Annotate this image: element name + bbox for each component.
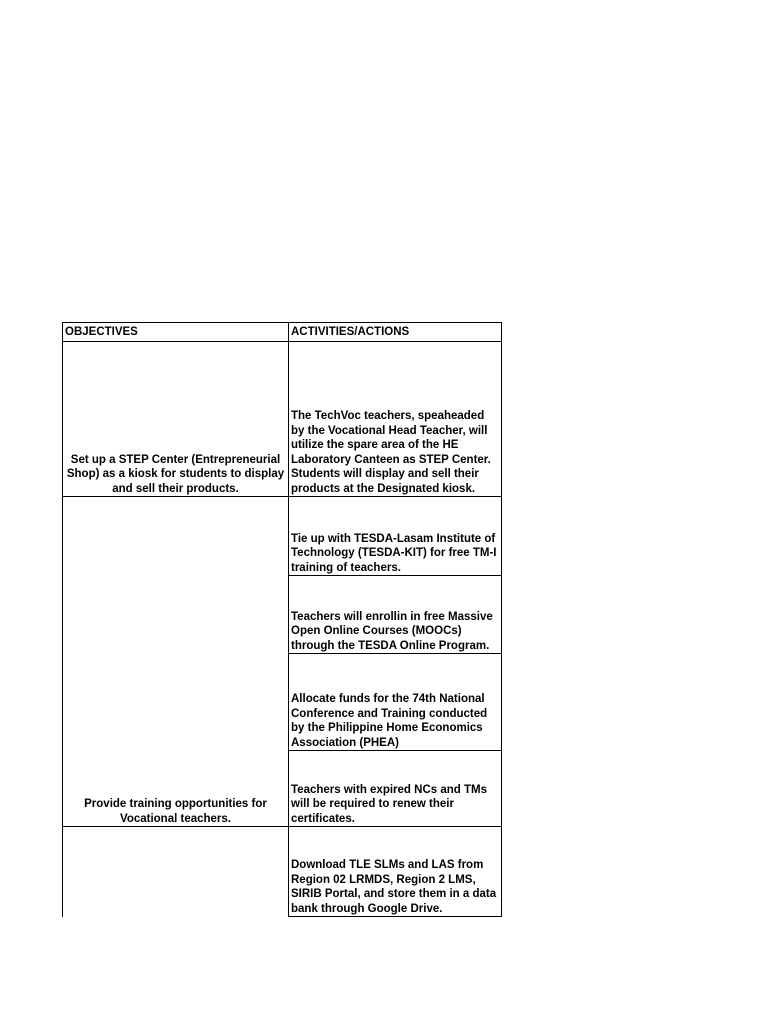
activity-cell: Download TLE SLMs and LAS from Region 02 LRMDS, Region 2 LMS, SIRIB Portal, and store them in a data bank through Google Drive. (289, 827, 502, 917)
activities-header: ACTIVITIES/ACTIONS (289, 323, 502, 342)
activity-cell: Teachers will enrollin in free Massive Open Online Courses (MOOCs) through the TESDA Online Program. (289, 576, 502, 654)
table-header-row (63, 323, 502, 342)
table-row (63, 342, 502, 497)
objective-cell: Set up a STEP Center (Entrepreneurial Shop) as a kiosk for students to display and sell their products. (63, 342, 289, 497)
activity-cell: Tie up with TESDA-Lasam Institute of Technology (TESDA-KIT) for free TM-I training of teachers. (289, 497, 502, 576)
activity-cell: The TechVoc teachers, speaheaded by the Vocational Head Teacher, will utilize the spare area of the HE Laboratory Canteen as STEP Center. Students will display and sell their products at the Designated kiosk. (289, 342, 502, 497)
table-row (63, 497, 502, 576)
objectives-activities-table (62, 322, 502, 917)
objectives-header: OBJECTIVES (63, 323, 289, 342)
activity-cell: Allocate funds for the 74th National Conference and Training conducted by the Philippine Home Economics Association (PHEA) (289, 654, 502, 751)
objective-cell (63, 827, 289, 917)
objective-cell: Provide training opportunities for Vocational teachers. (63, 497, 289, 827)
document-page (62, 322, 501, 917)
activity-cell: Teachers with expired NCs and TMs will be required to renew their certificates. (289, 751, 502, 827)
table-row (63, 827, 502, 917)
